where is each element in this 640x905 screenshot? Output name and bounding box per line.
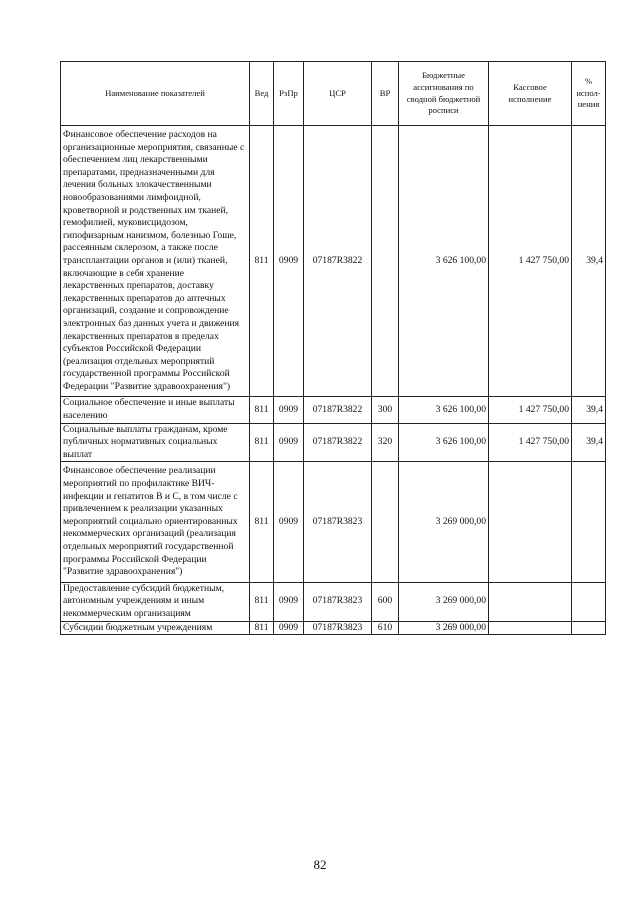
row-vr: 600 <box>372 582 399 621</box>
row-cash: 1 427 750,00 <box>489 423 572 462</box>
row-rzpr: 0909 <box>274 462 304 582</box>
row-name: Предоставление субсидий бюджетным, автономным учреждениям и иным некоммерческим организациям <box>61 582 250 621</box>
header-ved: Вед <box>250 62 274 126</box>
table-row <box>61 126 606 397</box>
row-percent <box>572 621 606 635</box>
row-ved: 811 <box>250 621 274 635</box>
row-percent <box>572 582 606 621</box>
header-name: Наименование показателей <box>61 62 250 126</box>
row-csr: 07187R3823 <box>304 582 372 621</box>
row-budget: 3 269 000,00 <box>399 462 489 582</box>
row-budget: 3 626 100,00 <box>399 397 489 423</box>
header-budget: Бюджетные ассигнования по сводной бюджетной росписи <box>399 62 489 126</box>
row-cash <box>489 462 572 582</box>
budget-execution-table <box>60 61 606 635</box>
row-csr: 07187R3822 <box>304 397 372 423</box>
row-name: Социальное обеспечение и иные выплаты населению <box>61 397 250 423</box>
row-vr: 300 <box>372 397 399 423</box>
page-number: 82 <box>313 857 327 872</box>
row-percent: 39,4 <box>572 397 606 423</box>
row-percent <box>572 462 606 582</box>
row-name: Субсидии бюджетным учреждениям <box>61 621 250 635</box>
row-cash: 1 427 750,00 <box>489 126 572 397</box>
row-vr <box>372 462 399 582</box>
row-rzpr: 0909 <box>274 621 304 635</box>
row-percent: 39,4 <box>572 423 606 462</box>
row-cash <box>489 621 572 635</box>
row-rzpr: 0909 <box>274 126 304 397</box>
row-csr: 07187R3823 <box>304 462 372 582</box>
row-rzpr: 0909 <box>274 582 304 621</box>
row-name: Финансовое обеспечение реализации мероприятий по профилактике ВИЧ-инфекции и гепатитов B и C, в том числе с привлечением к реализации указанных мероприятий социально ориентированных некоммерческих организаций (реализация отдельных мероприятий государственной программы Российской Федерации "Развитие здравоохранения") <box>61 462 250 582</box>
row-ved: 811 <box>250 126 274 397</box>
row-cash: 1 427 750,00 <box>489 397 572 423</box>
row-ved: 811 <box>250 582 274 621</box>
row-ved: 811 <box>250 423 274 462</box>
header-cash: Кассовое исполнение <box>489 62 572 126</box>
table-row <box>61 462 606 582</box>
row-budget: 3 269 000,00 <box>399 621 489 635</box>
row-percent: 39,4 <box>572 126 606 397</box>
row-rzpr: 0909 <box>274 423 304 462</box>
row-ved: 811 <box>250 462 274 582</box>
header-csr: ЦСР <box>304 62 372 126</box>
row-csr: 07187R3822 <box>304 423 372 462</box>
row-budget: 3 269 000,00 <box>399 582 489 621</box>
table-row <box>61 621 606 635</box>
table-row <box>61 397 606 423</box>
header-row <box>61 62 606 126</box>
row-csr: 07187R3823 <box>304 621 372 635</box>
row-name: Финансовое обеспечение расходов на организационные мероприятия, связанные с обеспечением лиц лекарственными препаратами, предназначенными для лечения больных злокачественными новообразованиями лимфоидной, кроветворной и родственных им тканей, гемофилией, муковисцидозом, гипофизарным нанизмом, болезнью Гоше, рассеянным склерозом, а также после трансплантации органов и (или) тканей, включающие в себя хранение лекарственных препаратов, доставку лекарственных препаратов до аптечных организаций, создание и сопровождение электронных баз данных учета и движения лекарственных препаратов в пределах субъектов Российской Федерации (реализация отдельных мероприятий государственной программы Российской Федерации "Развитие здравоохранения") <box>61 126 250 397</box>
row-budget: 3 626 100,00 <box>399 423 489 462</box>
row-rzpr: 0909 <box>274 397 304 423</box>
header-rzpr: РзПр <box>274 62 304 126</box>
row-budget: 3 626 100,00 <box>399 126 489 397</box>
header-percent: % испол-нения <box>572 62 606 126</box>
row-vr: 610 <box>372 621 399 635</box>
row-csr: 07187R3822 <box>304 126 372 397</box>
row-vr <box>372 126 399 397</box>
header-vr: ВР <box>372 62 399 126</box>
row-vr: 320 <box>372 423 399 462</box>
row-ved: 811 <box>250 397 274 423</box>
row-name: Социальные выплаты гражданам, кроме публичных нормативных социальных выплат <box>61 423 250 462</box>
row-cash <box>489 582 572 621</box>
table-row <box>61 423 606 462</box>
table-row <box>61 582 606 621</box>
